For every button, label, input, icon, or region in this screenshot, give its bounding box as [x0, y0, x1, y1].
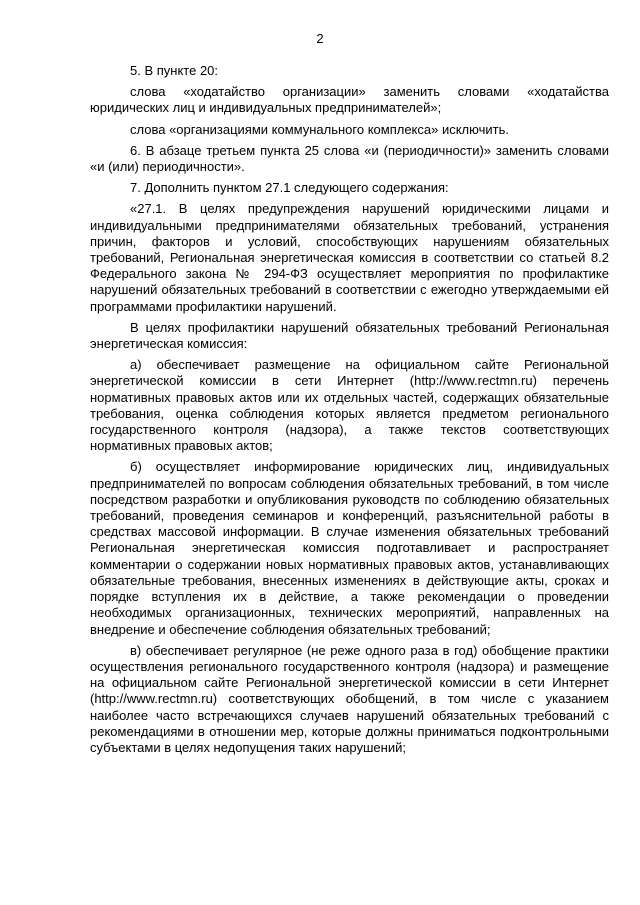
paragraph-item-6: 6. В абзаце третьем пункта 25 слова «и (периодичности)» заменить словами «и (или) периодичности».	[90, 142, 609, 175]
page-number: 2	[316, 31, 324, 46]
paragraph-27-1: «27.1. В целях предупреждения нарушений юридическими лицами и индивидуальными предпринимателями обязательных требований, устранения причин, факторов и условий, способствующих нарушениям обязательных требований, Региональная энергетическая комиссия в соответствии со статьей 8.2 Федерального закона № 294-ФЗ осуществляет мероприятия по профилактике нарушений обязательных требований в соответствии с ежегодно утверждаемыми ей программами профилактики нарушений.	[90, 201, 609, 314]
paragraph-item-7: 7. Дополнить пунктом 27.1 следующего содержания:	[130, 180, 449, 196]
paragraph-exclude-words: слова «организациями коммунального комплекса» исключить.	[130, 121, 509, 137]
paragraph-subitem-v: в) обеспечивает регулярное (не реже одного раза в год) обобщение практики осуществления регионального государственного контроля (надзора) и размещение на официальном сайте Региональной энергетической комиссии в сети Интернет (http://www.rectmn.ru) соответствующих обобщений, в том числе с указанием наиболее часто встречающихся случаев нарушений обязательных требований с рекомендациями в отношении мер, которые должны приниматься подконтрольными субъектами в целях недопущения таких нарушений;	[90, 642, 609, 755]
paragraph-subitem-b: б) осуществляет информирование юридических лиц, индивидуальных предпринимателей по вопросам соблюдения обязательных требований, в том числе посредством разработки и опубликования руководств по соблюдению обязательных требований, проведения семинаров и конференций, разъяснительной работы в средствах массовой информации. В случае изменения обязательных требований Региональная энергетическая комиссия подготавливает и распространяет комментарии о содержании новых нормативных правовых актов, устанавливающих обязательные требования, внесенных изменениях в действующие акты, сроках и порядке вступления их в действие, а также рекомендации о проведении необходимых организационных, технических мероприятий, направленных на внедрение и обеспечение соблюдения обязательных требований;	[90, 459, 609, 637]
paragraph-replace-words: слова «ходатайство организации» заменить словами «ходатайства юридических лиц и индивидуальных предпринимателей»;	[90, 84, 609, 116]
paragraph-item-5: 5. В пункте 20:	[130, 63, 219, 78]
paragraph-prevention-intro: В целях профилактики нарушений обязательных требований Региональная энергетическая комиссия:	[90, 319, 609, 352]
document-body	[90, 63, 609, 756]
paragraph-subitem-a: а) обеспечивает размещение на официальном сайте Региональной энергетической комиссии в сети Интернет (http://www.rectmn.ru) перечень нормативных правовых актов или их отдельных частей, содержащих обязательные требования, оценка соблюдения которых является предметом регионального государственного контроля (надзора), а также текстов соответствующих нормативных правовых актов;	[90, 357, 609, 454]
